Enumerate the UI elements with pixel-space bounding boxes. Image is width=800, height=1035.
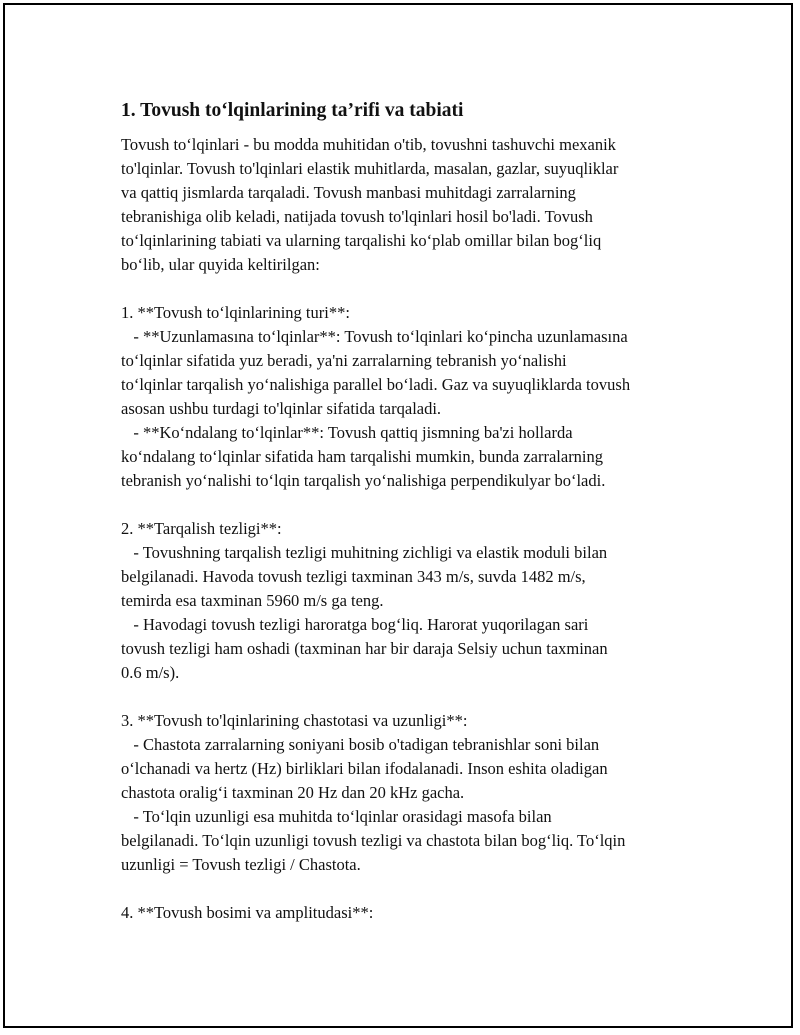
text-line: chastota oralig‘i taxminan 20 Hz dan 20 kHz gacha. (121, 783, 465, 802)
document-content (121, 97, 701, 925)
text-line: to‘lqinlarining tabiati va ularning tarqalishi ko‘plab omillar bilan bog‘liq (121, 231, 602, 250)
text-line: 3. **Tovush to'lqinlarining chastotasi va uzunligi**: (121, 711, 468, 730)
text-line: - To‘lqin uzunligi esa muhitda to‘lqinlar orasidagi masofa bilan (121, 807, 552, 826)
text-line: bo‘lib, ular quyida keltirilgan: (121, 255, 320, 274)
text-line: ko‘ndalang to‘lqinlar sifatida ham tarqalishi mumkin, bunda zarralarning (121, 447, 604, 466)
text-line: Tovush to‘lqinlari - bu modda muhitidan o'tib, tovushni tashuvchi mexanik (121, 135, 616, 154)
text-line: to‘lqinlar tarqalish yo‘nalishiga parallel bo‘ladi. Gaz va suyuqliklarda tovush (121, 375, 631, 394)
text-line: asosan ushbu turdagi to'lqinlar sifatida tarqaladi. (121, 399, 442, 418)
blank-line (121, 877, 701, 901)
text-line: to‘lqinlar sifatida yuz beradi, ya'ni zarralarning tebranish yo‘nalishi (121, 351, 567, 370)
text-line: tebranish yo‘nalishi to‘lqin tarqalish yo‘nalishiga perpendikulyar bo‘ladi. (121, 471, 606, 490)
text-line: o‘lchanadi va hertz (Hz) birliklari bilan ifodalanadi. Inson eshita oladigan (121, 759, 608, 778)
text-line: va qattiq jismlarda tarqaladi. Tovush manbasi muhitdagi zarralarning (121, 183, 576, 202)
text-line: - Havodagi tovush tezligi haroratga bog‘liq. Harorat yuqorilagan sari (121, 615, 589, 634)
text-line: 2. **Tarqalish tezligi**: (121, 519, 282, 538)
text-line: - Tovushning tarqalish tezligi muhitning zichligi va elastik moduli bilan (121, 543, 608, 562)
document-page (3, 3, 793, 1028)
document-body (121, 133, 701, 925)
section-title: 1. Tovush to‘lqinlarining ta’rifi va tabiati (121, 100, 464, 121)
blank-line (121, 685, 701, 709)
blank-line (121, 277, 701, 301)
text-line: - **Uzunlamasına to‘lqinlar**: Tovush to‘lqinlari ko‘pincha uzunlamasına (121, 327, 628, 346)
text-line: 1. **Tovush to‘lqinlarining turi**: (121, 303, 350, 322)
text-line: - **Ko‘ndalang to‘lqinlar**: Tovush qattiq jismning ba'zi hollarda (121, 423, 573, 442)
text-line: - Chastota zarralarning soniyani bosib o'tadigan tebranishlar soni bilan (121, 735, 600, 754)
blank-line (121, 493, 701, 517)
text-line: to'lqinlar. Tovush to'lqinlari elastik muhitlarda, masalan, gazlar, suyuqliklar (121, 159, 619, 178)
text-line: tebranishiga olib keladi, natijada tovush to'lqinlari hosil bo'ladi. Tovush (121, 207, 593, 226)
text-line: uzunligi = Tovush tezligi / Chastota. (121, 855, 361, 874)
text-line: belgilanadi. Havoda tovush tezligi taxminan 343 m/s, suvda 1482 m/s, (121, 567, 586, 586)
text-line: 0.6 m/s). (121, 663, 180, 682)
text-line: tovush tezligi ham oshadi (taxminan har bir daraja Selsiy uchun taxminan (121, 639, 608, 658)
text-line: temirda esa taxminan 5960 m/s ga teng. (121, 591, 384, 610)
text-line: belgilanadi. To‘lqin uzunligi tovush tezligi va chastota bilan bog‘liq. To‘lqin (121, 831, 626, 850)
text-line: 4. **Tovush bosimi va amplitudasi**: (121, 903, 374, 922)
